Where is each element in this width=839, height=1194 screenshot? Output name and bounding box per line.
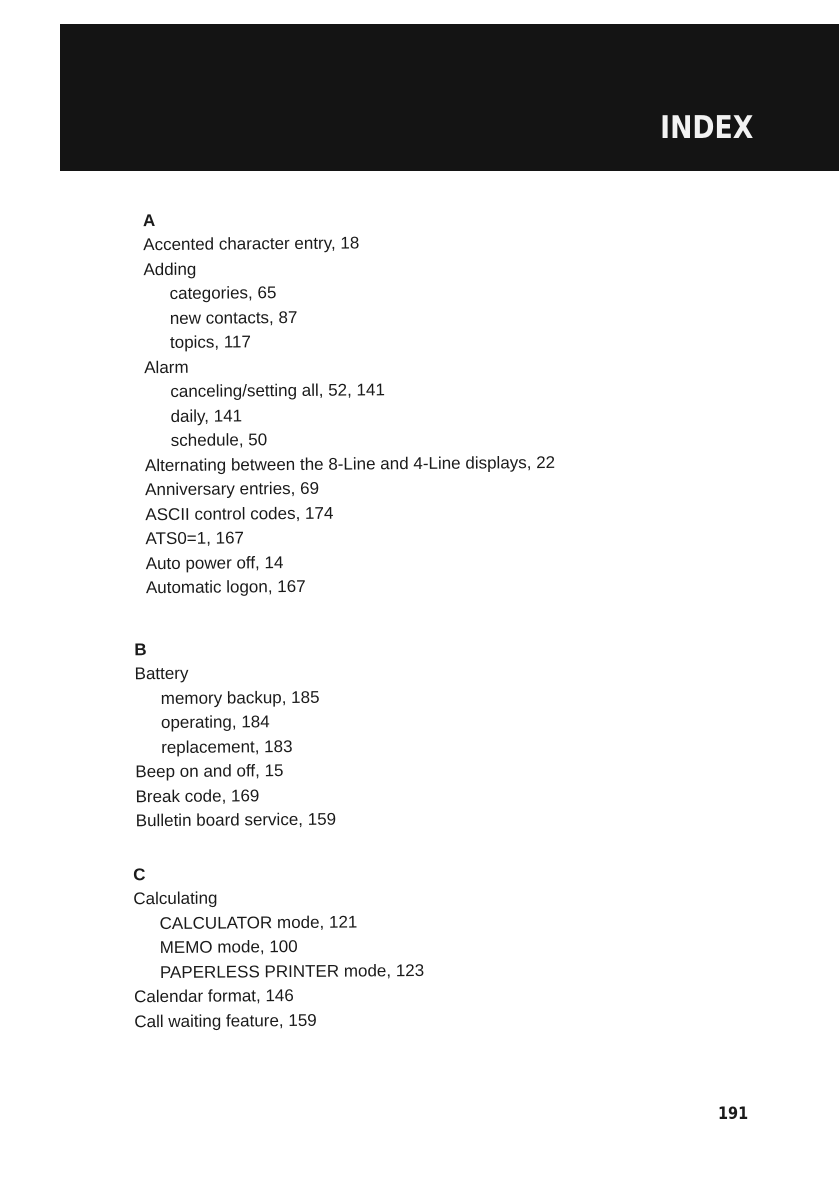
index-section-c <box>133 860 425 1034</box>
index-entry: Beep on and off, 15 <box>135 761 284 782</box>
index-entry: ASCII control codes, 174 <box>145 503 334 524</box>
index-subentry: canceling/setting all, 52, 141 <box>170 380 385 401</box>
index-section-b <box>134 636 336 834</box>
page-number: 191 <box>718 1104 749 1124</box>
index-entry: Call waiting feature, 159 <box>134 1010 317 1031</box>
index-entry: ATS0=1, 167 <box>145 528 245 549</box>
index-subentry: PAPERLESS PRINTER mode, 123 <box>159 960 425 982</box>
index-section-a <box>143 205 556 601</box>
index-subentry: categories, 65 <box>169 283 277 303</box>
index-entry: Alarm <box>144 357 189 377</box>
index-subentry: schedule, 50 <box>170 430 268 450</box>
index-subentry: topics, 117 <box>169 332 252 352</box>
index-entry: Auto power off, 14 <box>145 552 284 573</box>
section-letter: A <box>142 211 156 231</box>
index-entry: Calculating <box>133 888 218 909</box>
page-title: INDEX <box>659 110 753 146</box>
section-letter: B <box>134 640 147 660</box>
index-subentry: daily, 141 <box>170 405 243 426</box>
index-entry: Calendar format, 146 <box>134 986 294 1007</box>
index-entry: Break code, 169 <box>135 785 260 806</box>
index-entry: Automatic logon, 167 <box>145 576 306 598</box>
index-entry: Accented character entry, 18 <box>143 233 360 255</box>
index-entry: Anniversary entries, 69 <box>145 478 320 500</box>
index-entry: Bulletin board service, 159 <box>135 809 337 831</box>
index-entry: Adding <box>143 259 197 279</box>
index-subentry: operating, 184 <box>160 712 270 733</box>
index-subentry: CALCULATOR mode, 121 <box>159 912 358 933</box>
index-subentry: memory backup, 185 <box>160 687 320 708</box>
section-letter: C <box>133 865 146 885</box>
index-entry: Alternating between the 8-Line and 4-Line displays, 22 <box>144 452 556 475</box>
index-entry: Battery <box>134 663 189 684</box>
index-subentry: replacement, 183 <box>161 736 293 757</box>
index-subentry: MEMO mode, 100 <box>159 936 298 958</box>
index-subentry: new contacts, 87 <box>169 307 298 328</box>
